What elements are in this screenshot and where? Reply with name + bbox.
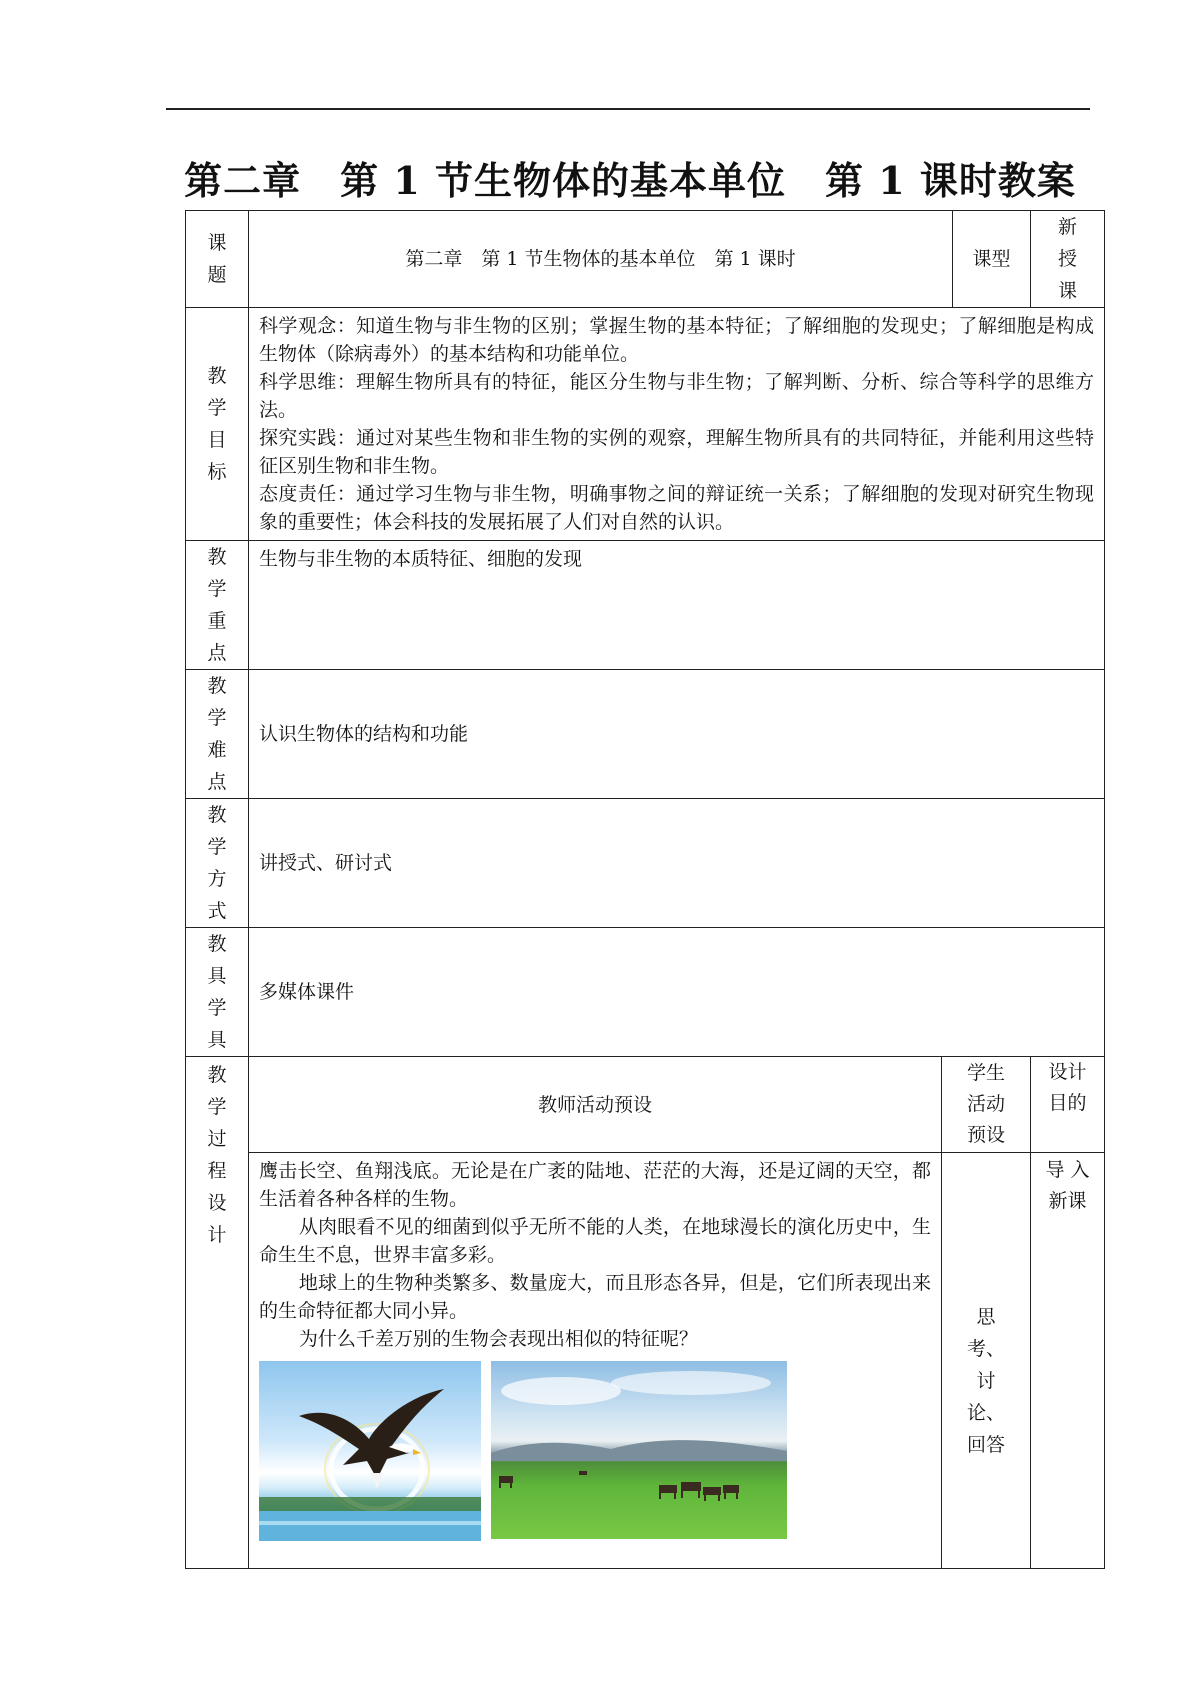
row-methods	[186, 799, 1105, 928]
lesson-type-value: 新 授 课	[1031, 211, 1105, 308]
row-process-header	[186, 1057, 1105, 1153]
intro-paragraph-4: 为什么千差万别的生物会表现出相似的特征呢？	[298, 1328, 698, 1350]
key-points-value: 生物与非生物的本质特征、细胞的发现	[249, 541, 1105, 670]
topic-value: 第二章 第 1 节生物体的基本单位 第 1 课时	[249, 211, 953, 308]
grassland-illustration	[491, 1361, 787, 1539]
label-key-points: 教 学 重 点	[186, 541, 249, 670]
photo-strip	[259, 1361, 931, 1541]
header-design-purpose: 设计 目的	[1031, 1057, 1105, 1153]
label-topic: 课 题	[186, 211, 249, 308]
row-topic	[186, 211, 1105, 308]
design-purpose-content: 导 入 新课	[1031, 1153, 1105, 1569]
header-student-activity: 学生 活动 预设	[942, 1057, 1031, 1153]
row-tools	[186, 928, 1105, 1057]
objective-practice: 探究实践：通过对某些生物和非生物的实例的观察，理解生物所具有的共同特征，并能利用这些特征区别生物和非生物。	[259, 427, 1094, 477]
objective-concept: 科学观念：知道生物与非生物的区别；掌握生物的基本特征；了解细胞的发现史；了解细胞是构成生物体（除病毒外）的基本结构和功能单位。	[259, 315, 1094, 365]
eagle-photo	[259, 1361, 481, 1541]
label-tools: 教 具 学 具	[186, 928, 249, 1057]
label-process: 教 学 过 程 设 计	[186, 1057, 249, 1569]
eagle-illustration	[259, 1361, 481, 1541]
header-teacher-activity: 教师活动预设	[249, 1057, 942, 1153]
difficulties-value: 认识生物体的结构和功能	[249, 670, 1105, 799]
document-title: 第二章 第 1 节生物体的基本单位 第 1 课时教案	[184, 158, 1076, 203]
intro-paragraph-1: 鹰击长空、鱼翔浅底。无论是在广袤的陆地、茫茫的大海，还是辽阔的天空，都生活着各种各样的生物。	[259, 1160, 931, 1210]
label-difficulties: 教 学 难 点	[186, 670, 249, 799]
grassland-horses-photo	[491, 1361, 787, 1539]
row-key-points	[186, 541, 1105, 670]
objective-attitude: 态度责任：通过学习生物与非生物，明确事物之间的辩证统一关系；了解细胞的发现对研究生物现象的重要性；体会科技的发展拓展了人们对自然的认识。	[259, 483, 1094, 533]
row-objectives	[186, 308, 1105, 541]
methods-value: 讲授式、研讨式	[249, 799, 1105, 928]
header-rule	[166, 108, 1090, 110]
lesson-plan-table	[185, 210, 1105, 1569]
objective-thinking: 科学思维：理解生物所具有的特征，能区分生物与非生物；了解判断、分析、综合等科学的思维方法。	[259, 371, 1094, 421]
lesson-type-label: 课型	[953, 211, 1031, 308]
intro-paragraph-2: 从肉眼看不见的细菌到似乎无所不能的人类，在地球漫长的演化历史中，生命生生不息，世界丰富多彩。	[259, 1216, 931, 1266]
tools-value: 多媒体课件	[249, 928, 1105, 1057]
student-activity-content: 思 考、 讨 论、 回答	[942, 1153, 1031, 1569]
intro-paragraph-3: 地球上的生物种类繁多、数量庞大，而且形态各异，但是，它们所表现出来的生命特征都大同小异。	[259, 1272, 931, 1322]
objectives-content	[249, 308, 1105, 541]
label-objectives: 教 学 目 标	[186, 308, 249, 541]
label-methods: 教 学 方 式	[186, 799, 249, 928]
row-difficulties	[186, 670, 1105, 799]
teacher-activity-content	[249, 1153, 942, 1569]
row-process-content	[186, 1153, 1105, 1569]
